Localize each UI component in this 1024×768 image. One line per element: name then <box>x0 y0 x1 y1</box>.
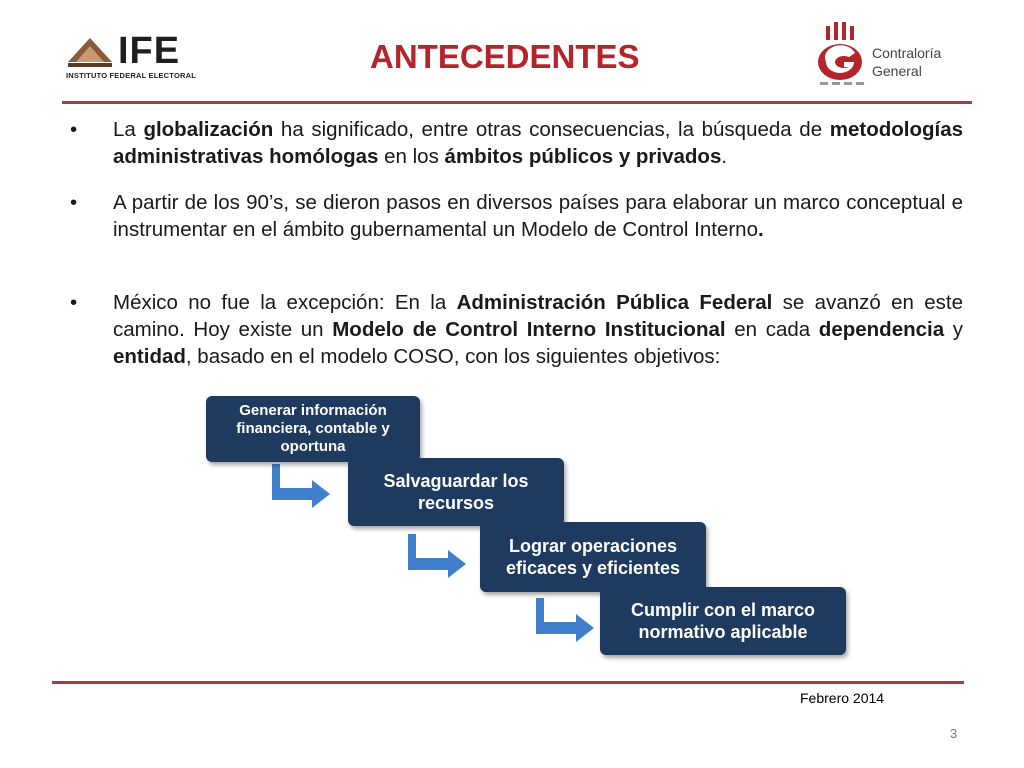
text-segment: ha significado, entre otras consecuencias, la búsqueda de <box>273 118 830 141</box>
page-title: ANTECEDENTES <box>370 38 640 75</box>
objective-box <box>600 587 846 655</box>
bold-segment: metodologías administrativas homólogas <box>113 118 964 168</box>
text-segment: México no fue la excepción: En la <box>113 291 457 314</box>
bent-arrow-icon <box>402 534 474 578</box>
objective-label: Lograr operaciones eficaces y eficientes <box>505 536 681 578</box>
bullet-text <box>113 189 963 243</box>
bold-segment: . <box>758 218 764 241</box>
text-segment: , basado en el modelo COSO, con los siguientes objetivos: <box>185 345 721 368</box>
text-segment: se avanzó en este camino. Hoy existe un <box>113 291 964 341</box>
objective-box <box>348 458 564 526</box>
bold-segment: ámbitos públicos y privados <box>444 145 722 168</box>
contraloria-logo-text <box>872 44 941 80</box>
ife-logo-text: IFE <box>118 30 181 72</box>
cg-logo-line2: General <box>872 63 922 79</box>
bullet-globalizacion <box>70 116 963 170</box>
objective-box <box>480 522 706 592</box>
bold-segment: Administración Pública Federal <box>456 291 773 314</box>
bold-segment: Modelo de Control Interno Institucional <box>332 318 726 341</box>
bullet-marker: • <box>70 118 78 141</box>
footer-date: Febrero 2014 <box>800 690 885 706</box>
header-divider <box>62 101 972 104</box>
bullet-antecedentes-90s <box>70 189 963 243</box>
objective-label: Cumplir con el marco normativo aplicable <box>630 600 816 642</box>
text-segment: y <box>944 318 964 341</box>
contraloria-seal-icon <box>812 22 870 92</box>
bold-segment: entidad <box>113 345 186 368</box>
objective-label: Generar información financiera, contable y oportuna <box>236 402 390 455</box>
bullet-text <box>113 116 963 170</box>
ife-mountain-logo-icon <box>66 32 118 72</box>
bullet-text <box>113 289 963 370</box>
contraloria-logo <box>812 22 972 92</box>
ife-logo-subtitle: INSTITUTO FEDERAL ELECTORAL <box>66 71 196 80</box>
bent-arrow-icon <box>266 464 338 508</box>
bold-segment: globalización <box>143 118 274 141</box>
cg-logo-line1: Contraloría <box>872 45 942 61</box>
text-segment: en cada <box>725 318 819 341</box>
text-segment: en los <box>378 145 445 168</box>
bold-segment: dependencia <box>818 318 945 341</box>
footer-divider <box>52 681 964 684</box>
bent-arrow-icon <box>530 598 602 642</box>
bullet-marker: • <box>70 291 78 314</box>
bullet-marker: • <box>70 191 78 214</box>
text-segment: A partir de los 90’s, se dieron pasos en diversos países para elaborar un marco conceptual e instrumentar en el ámbito gubernamental un Modelo de Control Interno <box>113 191 963 241</box>
bullet-mexico <box>70 289 963 370</box>
text-segment: . <box>721 145 728 168</box>
ife-logo <box>66 30 216 86</box>
page-number: 3 <box>950 726 958 741</box>
objective-label: Salvaguardar los recursos <box>383 471 529 513</box>
text-segment: La <box>113 118 144 141</box>
objective-box <box>206 396 420 462</box>
